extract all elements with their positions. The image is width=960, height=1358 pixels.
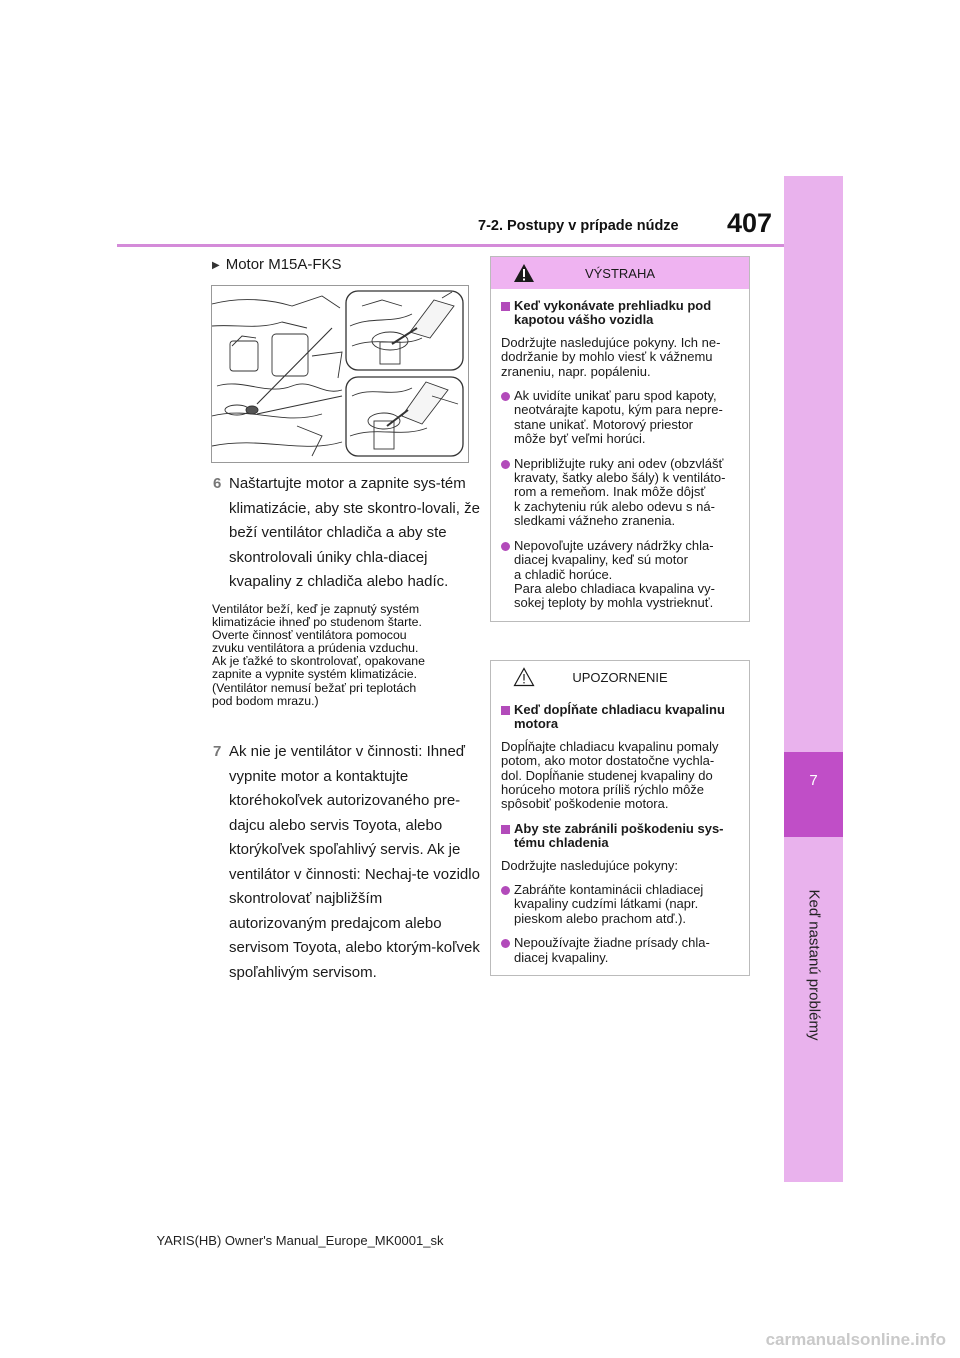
dot-bullet-icon <box>501 392 510 401</box>
step-text: Naštartujte motor a zapnite sys-tém klimatizácie, aby ste skontro-lovali, že beží ventilátor chladiča a aby ste skontrolovali úniky chla-diacej kvapaliny z chladiča alebo hadíc. <box>229 475 480 590</box>
engine-illustration <box>211 285 469 463</box>
coolant-reservoir-illustration <box>212 286 468 462</box>
fan-note: Ventilátor beží, keď je zapnutý systém klimatizácie ihneď po studenom štarte. Overte činnosť ventilátora pomocou zvuku ventilátora a prúdenia vzduchu. Ak je ťažké to skontrolovať, opakovane zapnite a vypnite systém klimatizácie. (Ventilátor nemusí bežať pri teplotách pod bodom mrazu.) <box>212 602 425 708</box>
notice-header <box>491 661 749 693</box>
warning-subheading: Keď vykonávate prehliadku pod kapotou vášho vozidla <box>501 299 742 328</box>
arrow-right-icon: ▶ <box>212 260 220 271</box>
warning-intro: Dodržujte nasledujúce pokyny. Ich ne- dodržanie by mohlo viesť k vážnemu zraneniu, napr. popáleniu. <box>501 334 721 379</box>
dot-bullet-icon <box>501 939 510 948</box>
warning-title: VÝSTRAHA <box>584 265 656 281</box>
step-number: 7 <box>213 743 222 760</box>
dot-bullet-icon <box>501 460 510 469</box>
dot-bullet-icon <box>501 886 510 895</box>
notice-subheading-2: Aby ste zabránili poškodeniu sys- tému chladenia <box>501 822 742 851</box>
warning-item: Nepovoľujte uzávery nádržky chla- diacej kvapaliny, keď sú motor a chladič horúce. Para alebo chladiaca kvapalina vy- sokej teploty by mohla vystrieknuť. <box>501 539 742 611</box>
step-6 <box>213 472 483 595</box>
notice-text-1: Dopĺňajte chladiacu kvapalinu pomaly potom, ako motor dostatočne vychla- dol. Dopĺňanie studenej kvapaliny do horúceho motora príliš rýchlo môže spôsobiť poškodenie motora. <box>501 738 719 812</box>
chapter-number-box <box>784 752 843 837</box>
caution-triangle-icon <box>513 667 535 687</box>
header-divider <box>117 244 784 247</box>
engine-heading <box>212 256 342 273</box>
square-bullet-icon <box>501 825 510 834</box>
section-title: 7-2. Postupy v prípade núdze <box>478 218 679 234</box>
warning-header <box>491 257 749 289</box>
notice-subheading-1: Keď dopĺňate chladiacu kvapalinu motora <box>501 703 742 732</box>
step-text: Ak nie je ventilátor v činnosti: Ihneď vypnite motor a kontaktujte ktoréhokoľvek autorizovaného pre-dajcu alebo servis Toyota, alebo ktorýkoľvek spoľahlivý servis. Ak je ventilátor v činnosti: Nechaj-te vozidlo skontrolovať najbližším autorizovaným predajcom alebo servisom Toyota, alebo ktorým-koľvek spoľahlivým servisom. <box>229 743 480 981</box>
manual-footer: YARIS(HB) Owner's Manual_Europe_MK0001_sk <box>156 1233 444 1248</box>
engine-heading-text: Motor M15A-FKS <box>225 256 342 273</box>
notice-title: UPOZORNENIE <box>572 669 668 685</box>
notice-intro-2: Dodržujte nasledujúce pokyny: <box>501 857 679 873</box>
step-number: 6 <box>213 475 222 492</box>
square-bullet-icon <box>501 706 510 715</box>
warning-box <box>490 256 750 622</box>
watermark: carmanualsonline.info <box>765 1330 946 1349</box>
warning-item: Nepribližujte ruky ani odev (obzvlášť kravaty, šatky alebo šály) k ventiláto- rom a remeňom. Inak môže dôjsť k zachyteniu rúk alebo odevu s ná- sledkami vážneho zranenia. <box>501 457 742 529</box>
notice-box <box>490 660 750 976</box>
chapter-number: 7 <box>809 772 818 789</box>
dot-bullet-icon <box>501 542 510 551</box>
chapter-label: Keď nastanú problémy <box>805 889 823 1041</box>
page-number: 407 <box>727 208 773 238</box>
notice-item: Zabráňte kontaminácii chladiacej kvapaliny cudzími látkami (napr. pieskom alebo prachom atď.). <box>501 883 742 926</box>
step-7 <box>213 740 483 985</box>
notice-item: Nepoužívajte žiadne prísady chla- diacej kvapaliny. <box>501 936 742 965</box>
square-bullet-icon <box>501 302 510 311</box>
warning-triangle-icon <box>513 263 535 283</box>
warning-item: Ak uvidíte unikať paru spod kapoty, neotvárajte kapotu, kým para nepre- stane unikať. Motorový priestor môže byť veľmi horúci. <box>501 389 742 447</box>
